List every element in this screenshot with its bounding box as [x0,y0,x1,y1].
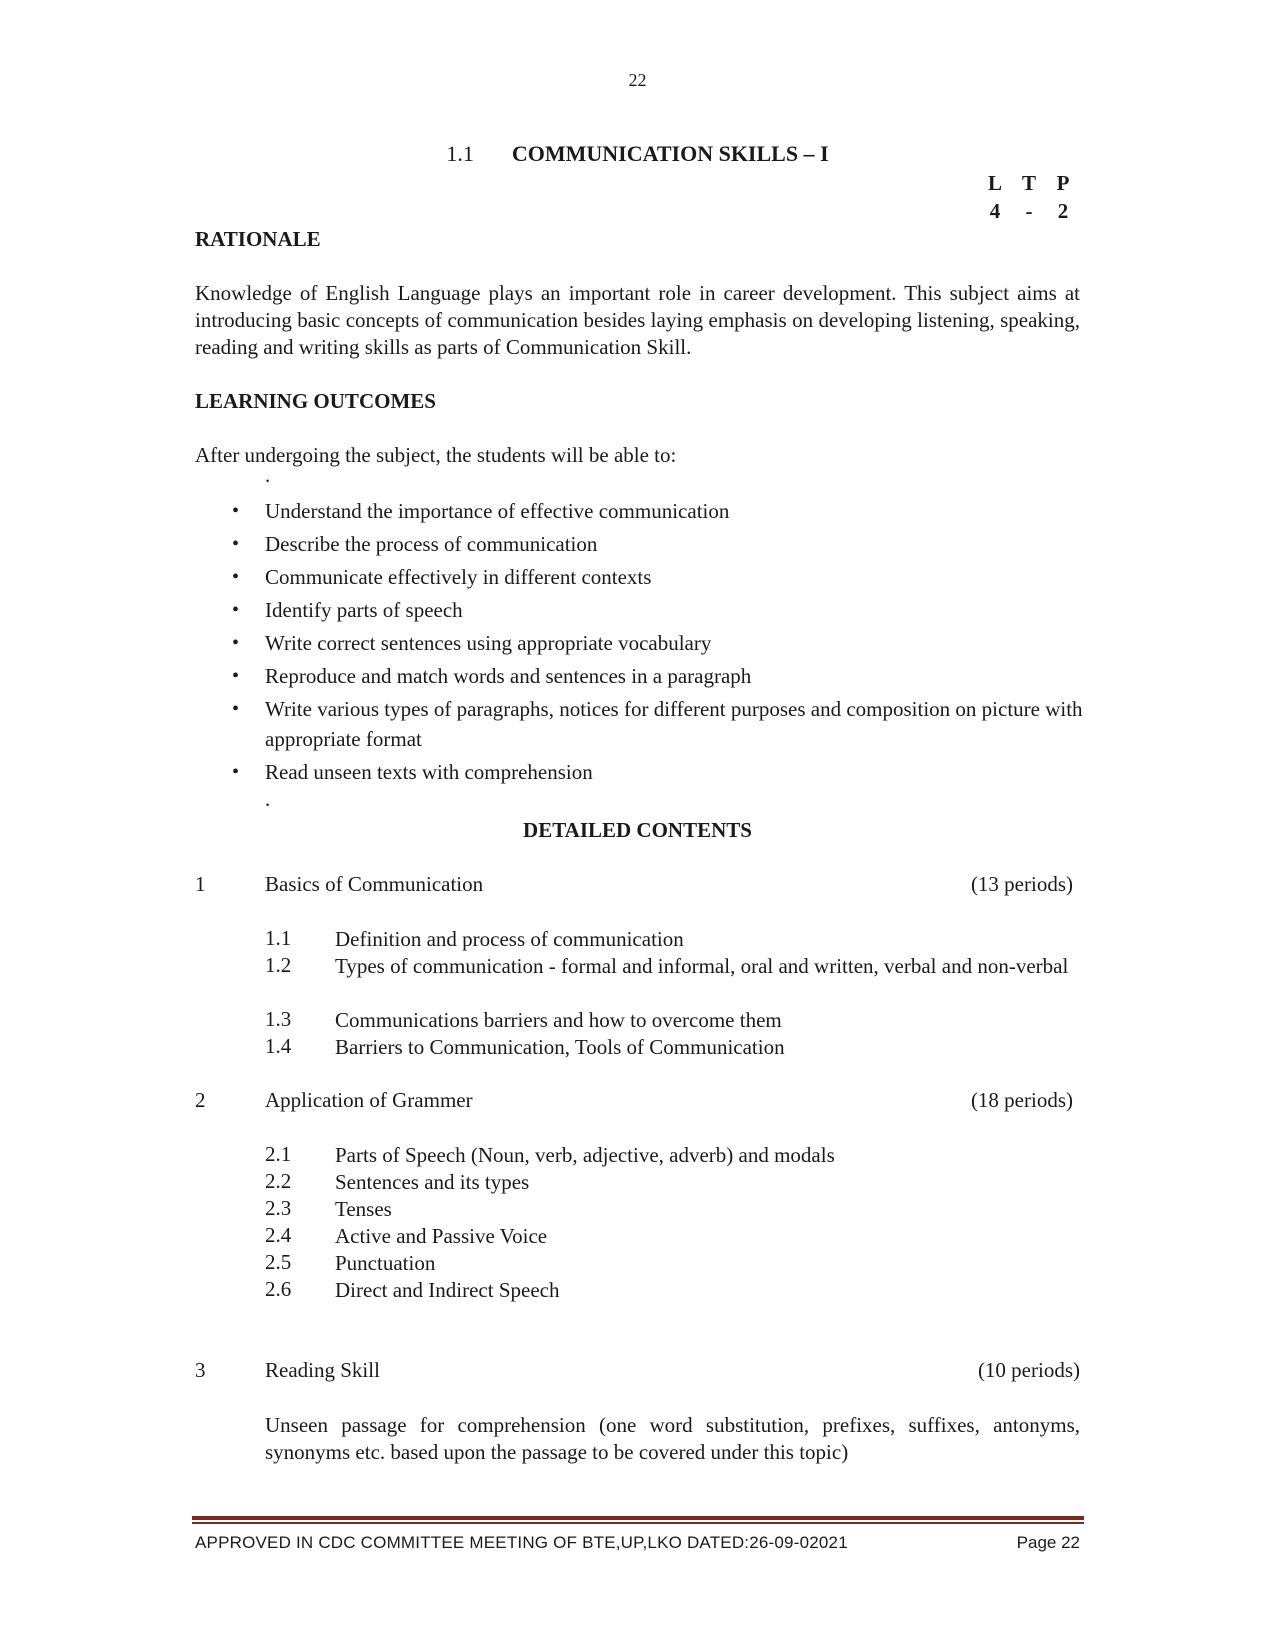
unit-periods: (18 periods) [970,1088,1073,1112]
footer-page-label: Page 22 [1016,1533,1080,1552]
footer-rule-thin [192,1522,1084,1524]
topic-text: Barriers to Communication, Tools of Communication [335,1035,785,1059]
list-item: • Write correct sentences using appropriate vocabulary [232,628,1092,658]
unit-periods: (13 periods) [970,872,1073,896]
topic-number: 2.2 [265,1169,292,1193]
unit-number: 1 [195,872,206,896]
topic-text: Tenses [335,1197,392,1221]
bullet-icon: • [232,599,240,621]
ltp-label-l: L [987,171,1002,195]
unit-description: Unseen passage for comprehension (one word substitution, prefixes, suffixes, antonyms, synonyms etc. based upon the passage to be covered under this topic) [265,1413,1080,1464]
bullet-icon: • [232,698,240,720]
outcomes-intro: After undergoing the subject, the students will be able to: [195,443,677,467]
unit-title: Basics of Communication [265,872,484,896]
topic-text: Definition and process of communication [335,927,684,951]
topic-text: Punctuation [335,1251,436,1275]
list-item: • Reproduce and match words and sentences in a paragraph [232,661,1092,691]
bullet-icon: • [232,566,240,588]
ltp-label-t: T [1021,171,1036,195]
topic-number: 1.3 [265,1007,292,1031]
unit-periods: (10 periods) [977,1358,1080,1382]
topic-text: Parts of Speech (Noun, verb, adjective, adverb) and modals [335,1143,835,1167]
list-item: • Write various types of paragraphs, notices for different purposes and composition on picture with appropriate format [232,694,1092,754]
bullet-icon: • [232,761,240,783]
unit-number: 2 [195,1088,206,1112]
ltp-value-t: - [1025,199,1033,223]
bullet-icon: • [232,632,240,654]
topic-text: Sentences and its types [335,1170,530,1194]
contents-heading: DETAILED CONTENTS [523,818,752,842]
unit-title: Application of Grammer [265,1088,473,1112]
unit-number: 3 [195,1358,206,1382]
list-item: • Describe the process of communication [232,529,1092,559]
rationale-text: Knowledge of English Language plays an important role in career development. This subject aims at introducing basic concepts of communication besides laying emphasis on developing listening, speaking, reading and writing skills as parts of Communication Skill. [195,281,1080,359]
topic-number: 2.1 [265,1142,292,1166]
topic-number: 1.2 [265,953,292,977]
topic-number: 1.1 [265,926,292,950]
stray-mark: . [265,463,271,487]
topic-text: Active and Passive Voice [335,1224,548,1248]
bullet-icon: • [232,533,240,555]
bullet-icon: • [232,500,240,522]
list-item: • Communicate effectively in different contexts [232,562,1092,592]
topic-number: 1.4 [265,1034,292,1058]
course-number: 1.1 [446,141,474,166]
rationale-heading: RATIONALE [195,227,321,251]
topic-number: 2.6 [265,1277,292,1301]
outcomes-heading: LEARNING OUTCOMES [195,389,436,413]
footer-approval: APPROVED IN CDC COMMITTEE MEETING OF BTE,UP,LKO DATED:26-09-02021 [195,1533,848,1552]
topic-text: Types of communication - formal and informal, oral and written, verbal and non-verbal [335,954,1069,978]
list-item: • Understand the importance of effective communication [232,496,1092,526]
stray-mark: . [265,787,271,811]
unit-title: Reading Skill [265,1358,380,1382]
list-item: • Read unseen texts with comprehension [232,757,1092,787]
list-item: • Identify parts of speech [232,595,1092,625]
bullet-icon: • [232,665,240,687]
topic-number: 2.3 [265,1196,292,1220]
topic-number: 2.5 [265,1250,292,1274]
topic-text: Communications barriers and how to overcome them [335,1008,782,1032]
page-number: 22 [628,70,647,90]
footer-rule [192,1516,1084,1520]
course-name: COMMUNICATION SKILLS – I [511,141,829,166]
ltp-label-p: P [1056,171,1070,195]
outcomes-list [232,496,1092,790]
ltp-value-p: 2 [1057,199,1069,223]
topic-text: Direct and Indirect Speech [335,1278,560,1302]
topic-number: 2.4 [265,1223,292,1247]
ltp-value-l: 4 [989,199,1001,223]
course-title [0,141,1275,167]
